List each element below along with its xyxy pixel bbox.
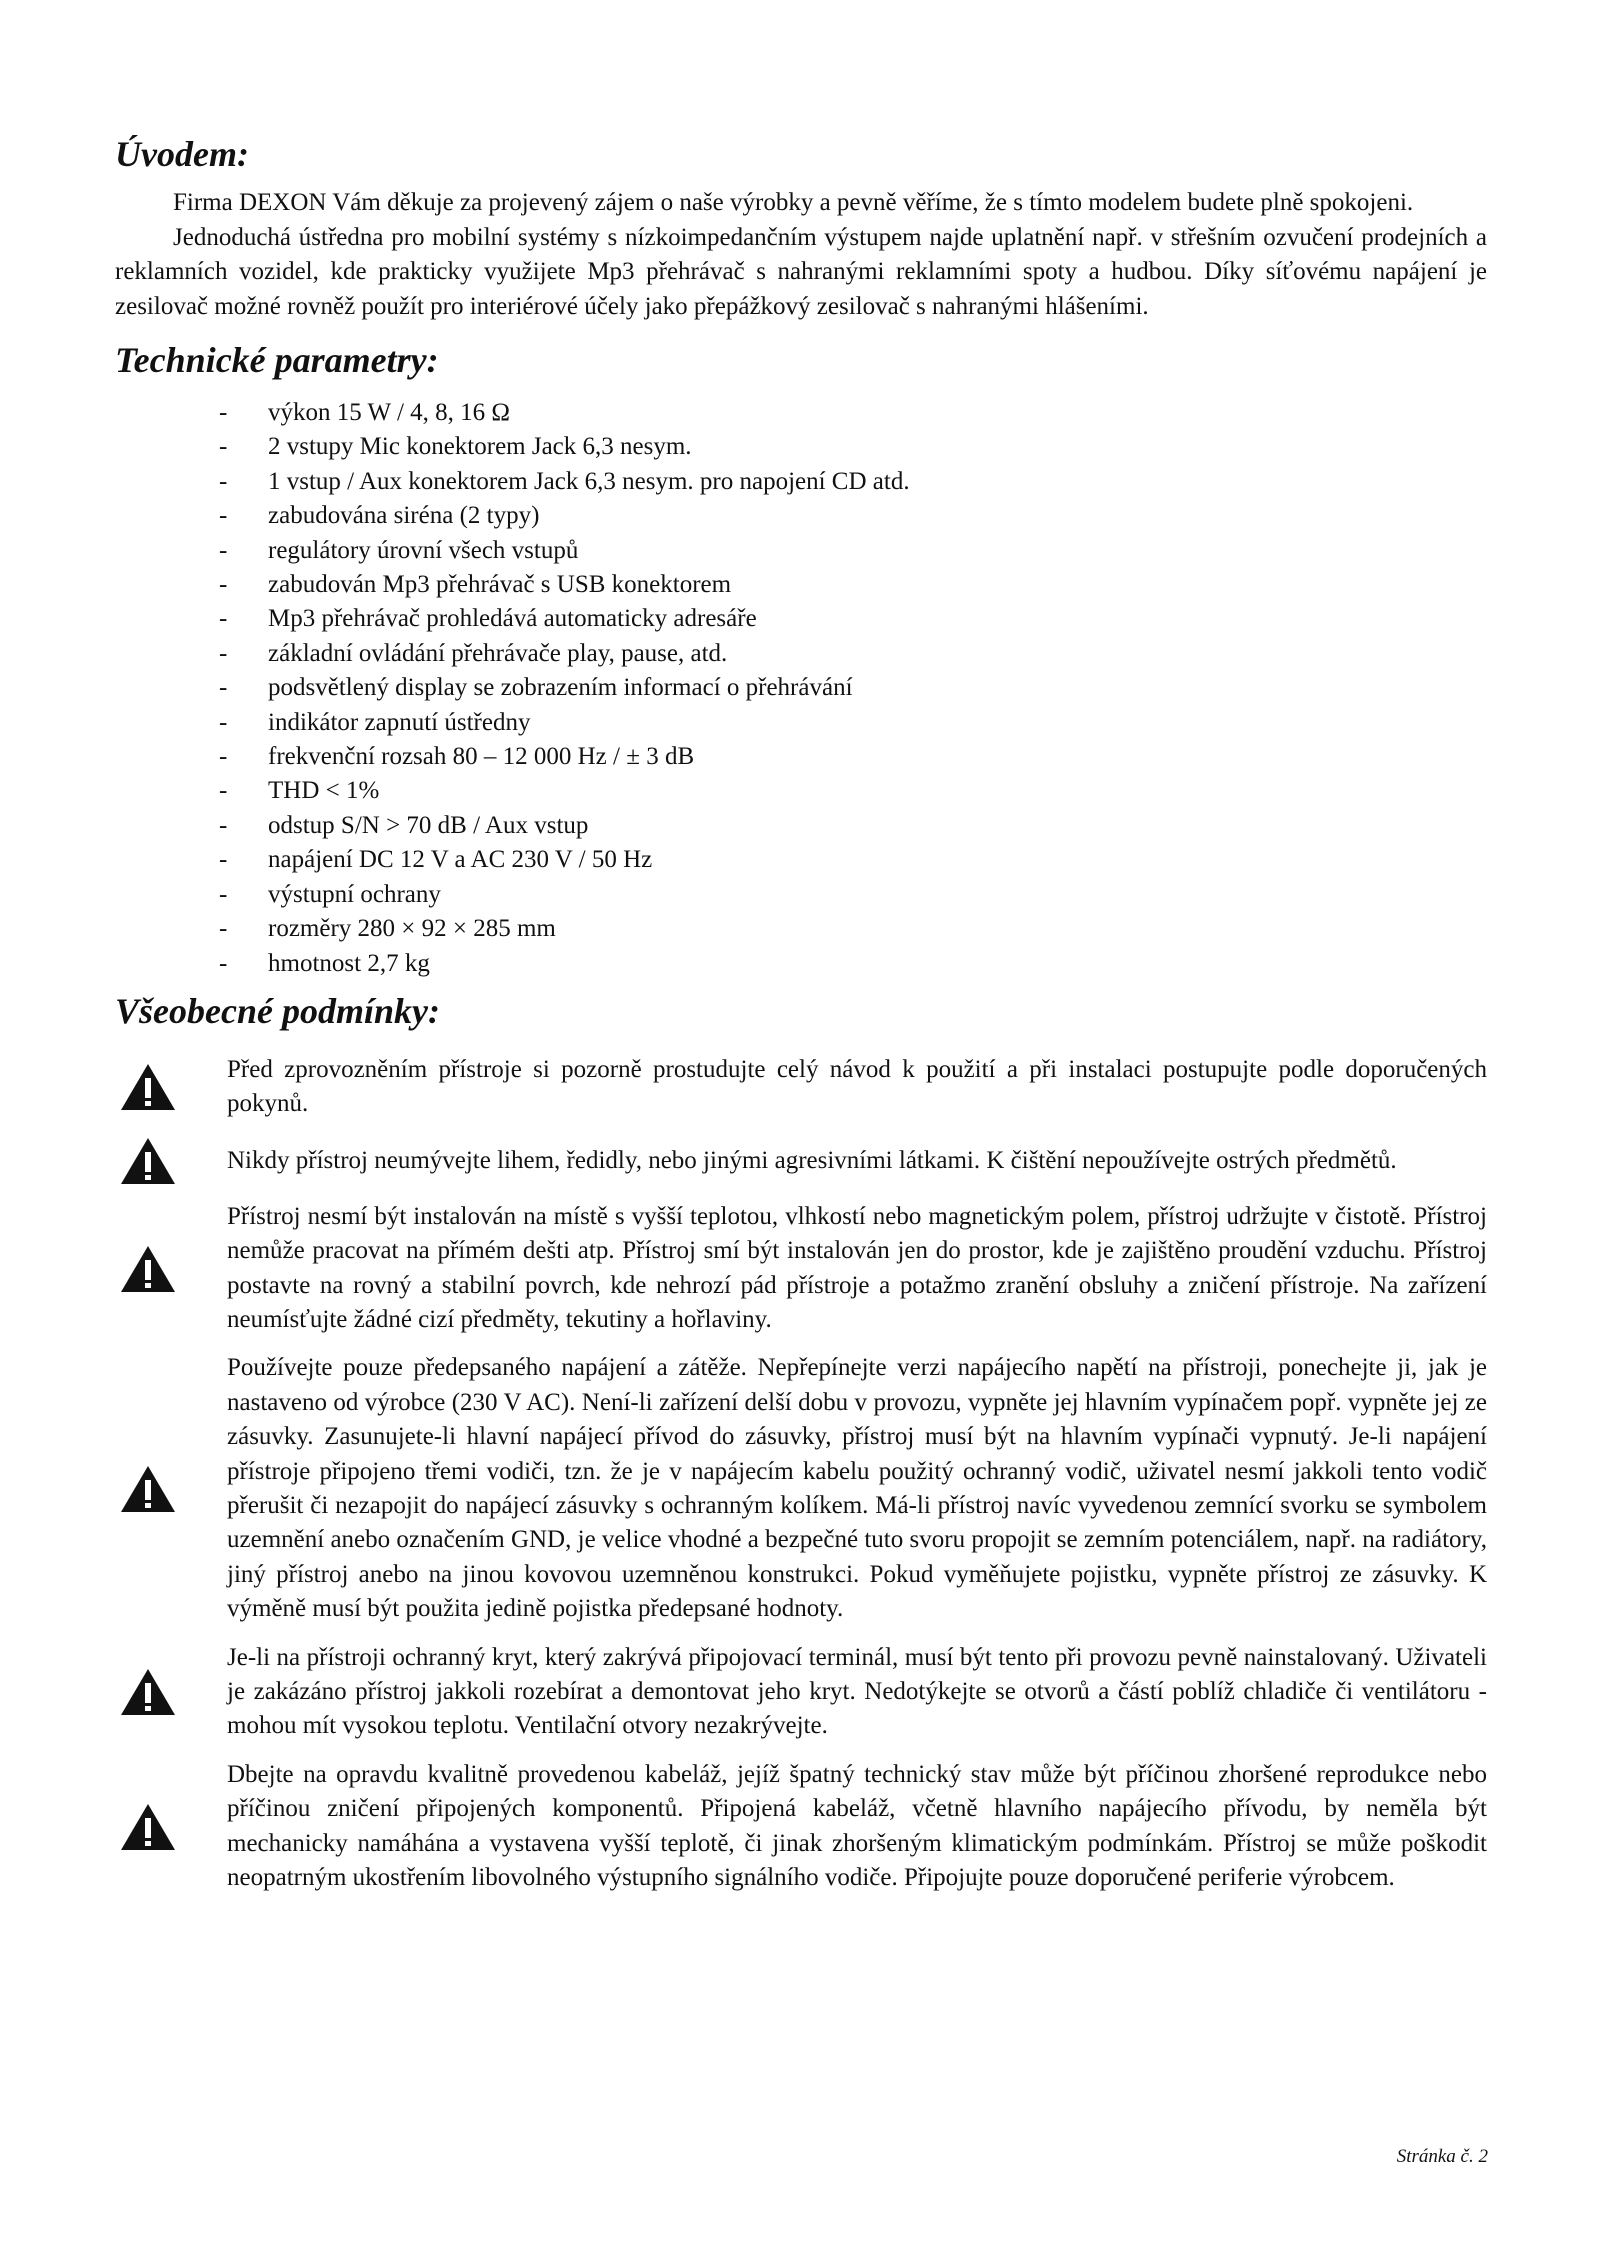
conditions-heading: Všeobecné podmínky: [115, 990, 440, 1031]
bullet-dash: - [219, 399, 228, 426]
condition-text: Je-li na přístroji ochranný kryt, který zakrývá připojovací terminál, musí být tento při provozu pevně nainstalovaný. Uživateli je zakázáno přístroj jakkoli rozebírat a demontovat jeho kryt. Nedotýkejte se otvorů a částí poblíž chladiče či ventilátoru - mohou mít vysokou teplotu. Ventilační otvory nezakrývejte. [227, 1643, 1487, 1740]
condition-item [115, 1758, 1487, 1896]
warning-triangle-icon [115, 1464, 227, 1514]
bullet-dash: - [219, 880, 228, 908]
bullet-dash: - [219, 811, 228, 839]
bullet-dash: - [219, 605, 228, 633]
spec-item [219, 465, 1487, 499]
bullet-dash: - [219, 502, 228, 530]
condition-item [115, 1641, 1487, 1744]
spec-text: 2 vstupy Mic konektorem Jack 6,3 nesym. [268, 433, 692, 461]
spec-text: základní ovládání přehrávače play, pause, atd. [268, 639, 728, 667]
bullet-dash: - [219, 846, 228, 874]
spec-item [219, 843, 1487, 877]
bullet-dash: - [219, 708, 228, 736]
bullet-dash: - [219, 777, 228, 805]
spec-item [219, 706, 1487, 740]
intro-paragraph: Jednoduchá ústředna pro mobilní systémy s nízkoimpedančním výstupem najde uplatnění např. v střešním ozvučení prodejních a reklamních vozidel, kde prakticky využijete Mp3 přehrávač s nahranými reklamními spoty a hudbou. Díky síťovému napájení je zesilovač možné rovněž použít pro interiérové účely jako přepážkový zesilovač s nahranými hlášeními. [115, 223, 1487, 320]
specs-list [115, 396, 1487, 981]
conditions-list [115, 1053, 1487, 1896]
condition-item [115, 1053, 1487, 1122]
spec-item [219, 602, 1487, 636]
bullet-dash: - [219, 674, 228, 702]
spec-text: rozměry 280 × 92 × 285 mm [268, 915, 556, 943]
bullet-dash: - [219, 915, 228, 943]
warning-triangle-icon [115, 1802, 227, 1852]
spec-text: Mp3 přehrávač prohledává automaticky adresáře [268, 605, 757, 633]
spec-text: indikátor zapnutí ústředny [268, 708, 531, 736]
bullet-dash: - [219, 639, 228, 667]
page-number: Stránka č. 2 [1396, 2146, 1488, 2167]
spec-text: napájení DC 12 V a AC 230 V / 50 Hz [268, 846, 653, 874]
spec-item [219, 878, 1487, 912]
spec-item [219, 774, 1487, 808]
condition-text: Dbejte na opravdu kvalitně provedenou kabeláž, jejíž špatný technický stav může být příčinou zhoršené reprodukce nebo příčinou zničení připojených komponentů. Připojená kabeláž, včetně hlavního napájecího přívodu, by neměla být mechanicky namáhána a vystavena vyšší teplotě, či jinak zhoršeným klimatickým podmínkám. Přístroj se může poškodit neopatrným ukostřením libovolného výstupního signálního vodiče. Připojujte pouze doporučené periferie výrobcem. [227, 1760, 1487, 1892]
spec-text: odstup S/N > 70 dB / Aux vstup [268, 811, 589, 839]
spec-item [219, 499, 1487, 533]
spec-item [219, 430, 1487, 464]
intro-heading: Úvodem: [115, 134, 249, 174]
bullet-dash: - [219, 571, 228, 599]
spec-text: hmotnost 2,7 kg [268, 949, 430, 977]
spec-text: podsvětlený display se zobrazením informací o přehrávání [268, 674, 853, 702]
spec-item [219, 534, 1487, 568]
condition-text: Používejte pouze předepsaného napájení a zátěže. Nepřepínejte verzi napájecího napětí na přístroji, ponechejte ji, jak je nastaveno od výrobce (230 V AC). Není-li zařízení delší dobu v provozu, vypněte jej hlavním vypínačem popř. vypněte jej ze zásuvky. Zasunujete-li hlavní napájecí přívod do zásuvky, přístroj musí být na hlavním vypínači vypnutý. Je-li napájení přístroje připojeno třemi vodiči, tzn. že je v napájecím kabelu použitý ochranný vodič, uživatel nesmí jakkoli tento vodič přerušit či nezapojit do napájecí zásuvky s ochranným kolíkem. Má-li přístroj navíc vyvedenou zemnící svorku se symbolem uzemnění anebo označením GND, je velice vhodné a bezpečné tuto svoru propojit se zemním potenciálem, např. na radiátory, jiný přístroj anebo na jinou kovovou uzemněnou konstrukci. Pokud vyměňujete pojistku, vypněte přístroj ze zásuvky. K výměně musí být použita jedině pojistka předepsané hodnoty. [227, 1354, 1487, 1623]
spec-item [219, 947, 1487, 981]
spec-item [219, 809, 1487, 843]
spec-text: zabudována siréna (2 typy) [268, 502, 540, 530]
specs-heading: Technické parametry: [115, 340, 439, 380]
condition-item [115, 1351, 1487, 1626]
spec-item [219, 912, 1487, 946]
bullet-dash: - [219, 949, 228, 977]
spec-item [219, 671, 1487, 705]
spec-text: 1 vstup / Aux konektorem Jack 6,3 nesym. pro napojení CD atd. [268, 467, 910, 495]
spec-text: zabudován Mp3 přehrávač s USB konektorem [268, 571, 732, 599]
condition-item [115, 1136, 1487, 1186]
bullet-dash: - [219, 536, 228, 564]
spec-item [219, 740, 1487, 774]
spec-text: frekvenční rozsah 80 – 12 000 Hz / ± 3 dB [268, 743, 695, 771]
condition-text: Přístroj nesmí být instalován na místě s vyšší teplotou, vlhkostí nebo magnetickým polem, přístroj udržujte v čistotě. Přístroj nemůže pracovat na přímém dešti atp. Přístroj smí být instalován jen do prostor, kde je zajištěno proudění vzduchu. Přístroj postavte na rovný a stabilní povrch, kde nehrozí pád přístroje a potažmo zranění obsluhy a zničení přístroje. Na zařízení neumísťujte žádné cizí předměty, tekutiny a hořlaviny. [227, 1202, 1487, 1333]
spec-item [219, 637, 1487, 671]
condition-item [115, 1200, 1487, 1338]
spec-item [219, 396, 1487, 430]
spec-text: regulátory úrovní všech vstupů [268, 536, 579, 564]
intro-paragraph: Firma DEXON Vám děkuje za projevený zájem o naše výrobky a pevně věříme, že s tímto modelem budete plně spokojeni. [173, 189, 1414, 216]
document-page [115, 132, 1487, 1909]
spec-item [219, 568, 1487, 602]
warning-triangle-icon [115, 1136, 227, 1186]
spec-text: výstupní ochrany [268, 880, 441, 908]
warning-triangle-icon [115, 1062, 227, 1112]
bullet-dash: - [219, 433, 228, 461]
bullet-dash: - [219, 743, 228, 771]
condition-text: Před zprovozněním přístroje si pozorně prostudujte celý návod k použití a při instalaci postupujte podle doporučených pokynů. [227, 1055, 1487, 1118]
bullet-dash: - [219, 467, 228, 495]
spec-text: THD < 1% [268, 777, 380, 805]
condition-text: Nikdy přístroj neumývejte lihem, ředidly, nebo jinými agresivními látkami. K čištění nepoužívejte ostrých předmětů. [227, 1146, 1397, 1174]
intro-section [115, 186, 1487, 324]
spec-text: výkon 15 W / 4, 8, 16 Ω [268, 399, 510, 426]
warning-triangle-icon [115, 1667, 227, 1717]
warning-triangle-icon [115, 1244, 227, 1294]
